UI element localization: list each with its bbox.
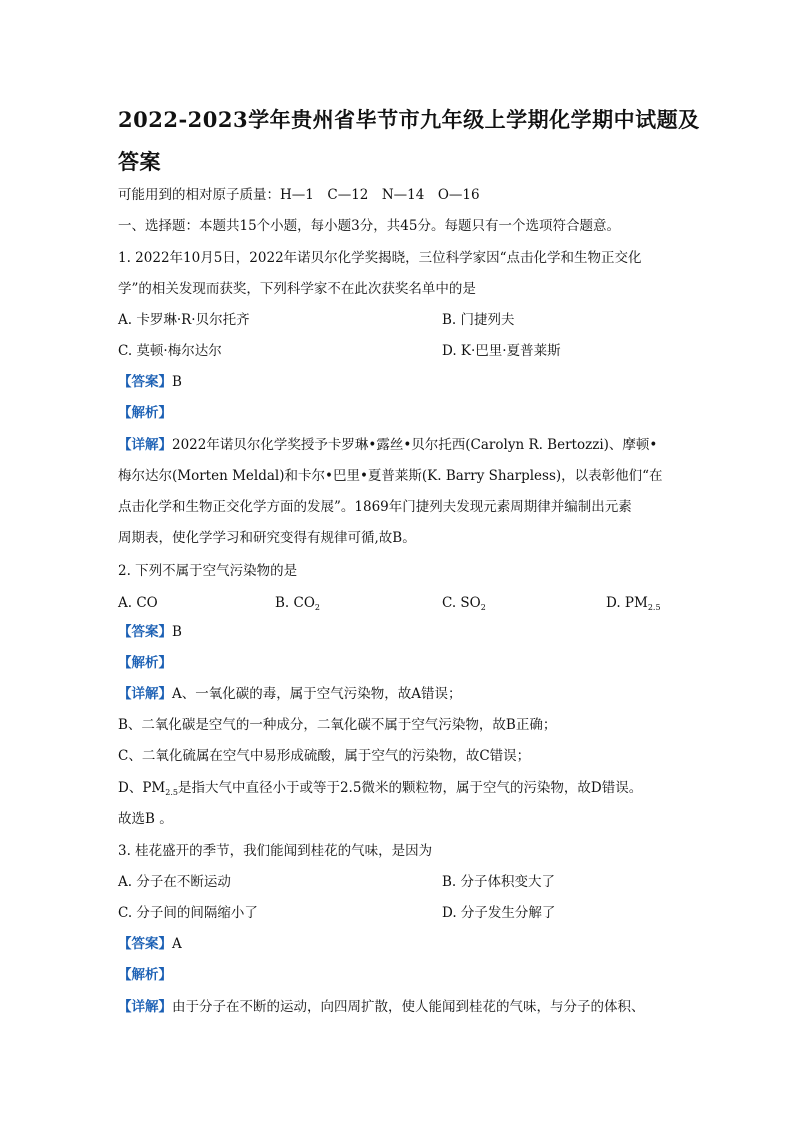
q2-detail-d <box>118 779 642 802</box>
q2-detail-d-text: 是指大气中直径小于或等于2.5微米的颗粒物，属于空气的污染物，故D错误。 <box>177 780 643 796</box>
q2-option-d <box>606 594 661 617</box>
answer-label: 【答案】 <box>118 624 172 640</box>
q1-answer <box>118 373 182 391</box>
section-heading: 一、选择题：本题共15个小题，每小题3分，共45分。每题只有一个选项符合题意。 <box>118 218 620 234</box>
q2-detail-c: C、二氧化硫属在空气中易形成硫酸，属于空气的污染物，故C错误； <box>118 748 531 764</box>
q2-option-b-text: B. CO <box>275 595 315 611</box>
q2-detail-d-subscript: 2.5 <box>165 788 178 797</box>
analysis-label: 【解析】 <box>118 405 172 421</box>
q2-analysis <box>118 654 172 672</box>
document-title-line1: 2022-2023学年贵州省毕节市九年级上学期化学期中试题及 <box>118 107 700 132</box>
q2-option-c <box>442 594 486 617</box>
q3-option-a: A. 分子在不断运动 <box>118 874 231 890</box>
q2-option-c-subscript: 2 <box>480 603 486 612</box>
q1-detail-line4: 周期表，使化学学习和研究变得有规律可循,故B。 <box>118 530 416 546</box>
q2-stem: 2. 下列不属于空气污染物的是 <box>118 563 298 579</box>
q1-analysis <box>118 404 172 422</box>
q2-answer-value: B <box>172 624 182 640</box>
document-title-line2: 答案 <box>118 149 161 174</box>
q3-analysis <box>118 966 172 984</box>
detail-label: 【详解】 <box>118 686 172 702</box>
answer-label: 【答案】 <box>118 374 172 390</box>
q1-answer-value: B <box>172 374 182 390</box>
q3-detail-text1: 由于分子在不断的运动，向四周扩散，使人能闻到桂花的气味，与分子的体积、 <box>172 999 645 1015</box>
q1-option-d: D. K·巴里·夏普莱斯 <box>442 343 561 359</box>
q1-detail-line1 <box>118 436 657 454</box>
q2-answer <box>118 623 182 641</box>
q3-answer-value: A <box>172 936 182 952</box>
q2-option-b-subscript: 2 <box>314 603 320 612</box>
q2-option-c-text: C. SO <box>442 595 481 611</box>
q1-detail-text1: 2022年诺贝尔化学奖授予卡罗琳•露丝•贝尔托西(Carolyn R. Bertozzi)、摩顿• <box>172 437 658 453</box>
q1-option-b: B. 门捷列夫 <box>442 312 515 328</box>
q2-detail-a <box>118 685 462 703</box>
q1-option-a: A. 卡罗琳·R·贝尔托齐 <box>118 312 250 328</box>
q2-option-a: A. CO <box>118 595 158 611</box>
q1-detail-line2: 梅尔达尔(Morten Meldal)和卡尔•巴里•夏普莱斯(K. Barry Sharpless)，以表彰他们“在 <box>118 468 663 484</box>
q3-option-d: D. 分子发生分解了 <box>442 905 556 921</box>
detail-label: 【详解】 <box>118 999 172 1015</box>
q1-stem-line2: 学”的相关发现而获奖，下列科学家不在此次获奖名单中的是 <box>118 281 476 297</box>
answer-label: 【答案】 <box>118 936 172 952</box>
q2-option-d-text: D. PM <box>606 595 648 611</box>
analysis-label: 【解析】 <box>118 967 172 983</box>
q3-detail-line1 <box>118 998 645 1016</box>
analysis-label: 【解析】 <box>118 655 172 671</box>
q2-conclusion: 故选B 。 <box>118 811 173 827</box>
q2-option-d-subscript: 2.5 <box>647 603 661 612</box>
detail-label: 【详解】 <box>118 437 172 453</box>
q2-detail-d-prefix: D、PM <box>118 780 166 796</box>
q3-stem: 3. 桂花盛开的季节，我们能闻到桂花的气味，是因为 <box>118 843 433 859</box>
q2-option-b <box>275 594 320 617</box>
q2-detail-a-text: A、一氧化碳的毒，属于空气污染物，故A错误； <box>172 686 462 702</box>
q1-option-c: C. 莫顿·梅尔达尔 <box>118 343 222 359</box>
q2-detail-b: B、二氧化碳是空气的一种成分，二氧化碳不属于空气污染物，故B正确； <box>118 717 557 733</box>
q1-detail-line3: 点击化学和生物正交化学方面的发展”。1869年门捷列夫发现元素周期律并编制出元素 <box>118 499 632 515</box>
q3-option-b: B. 分子体积变大了 <box>442 874 556 890</box>
q1-stem-line1: 1. 2022年10月5日，2022年诺贝尔化学奖揭晓，三位科学家因“点击化学和生物正交化 <box>118 250 642 266</box>
q3-answer <box>118 935 182 953</box>
atomic-mass-note: 可能用到的相对原子质量：H—1 C—12 N—14 O—16 <box>118 187 480 203</box>
q3-option-c: C. 分子间的间隔缩小了 <box>118 905 258 921</box>
